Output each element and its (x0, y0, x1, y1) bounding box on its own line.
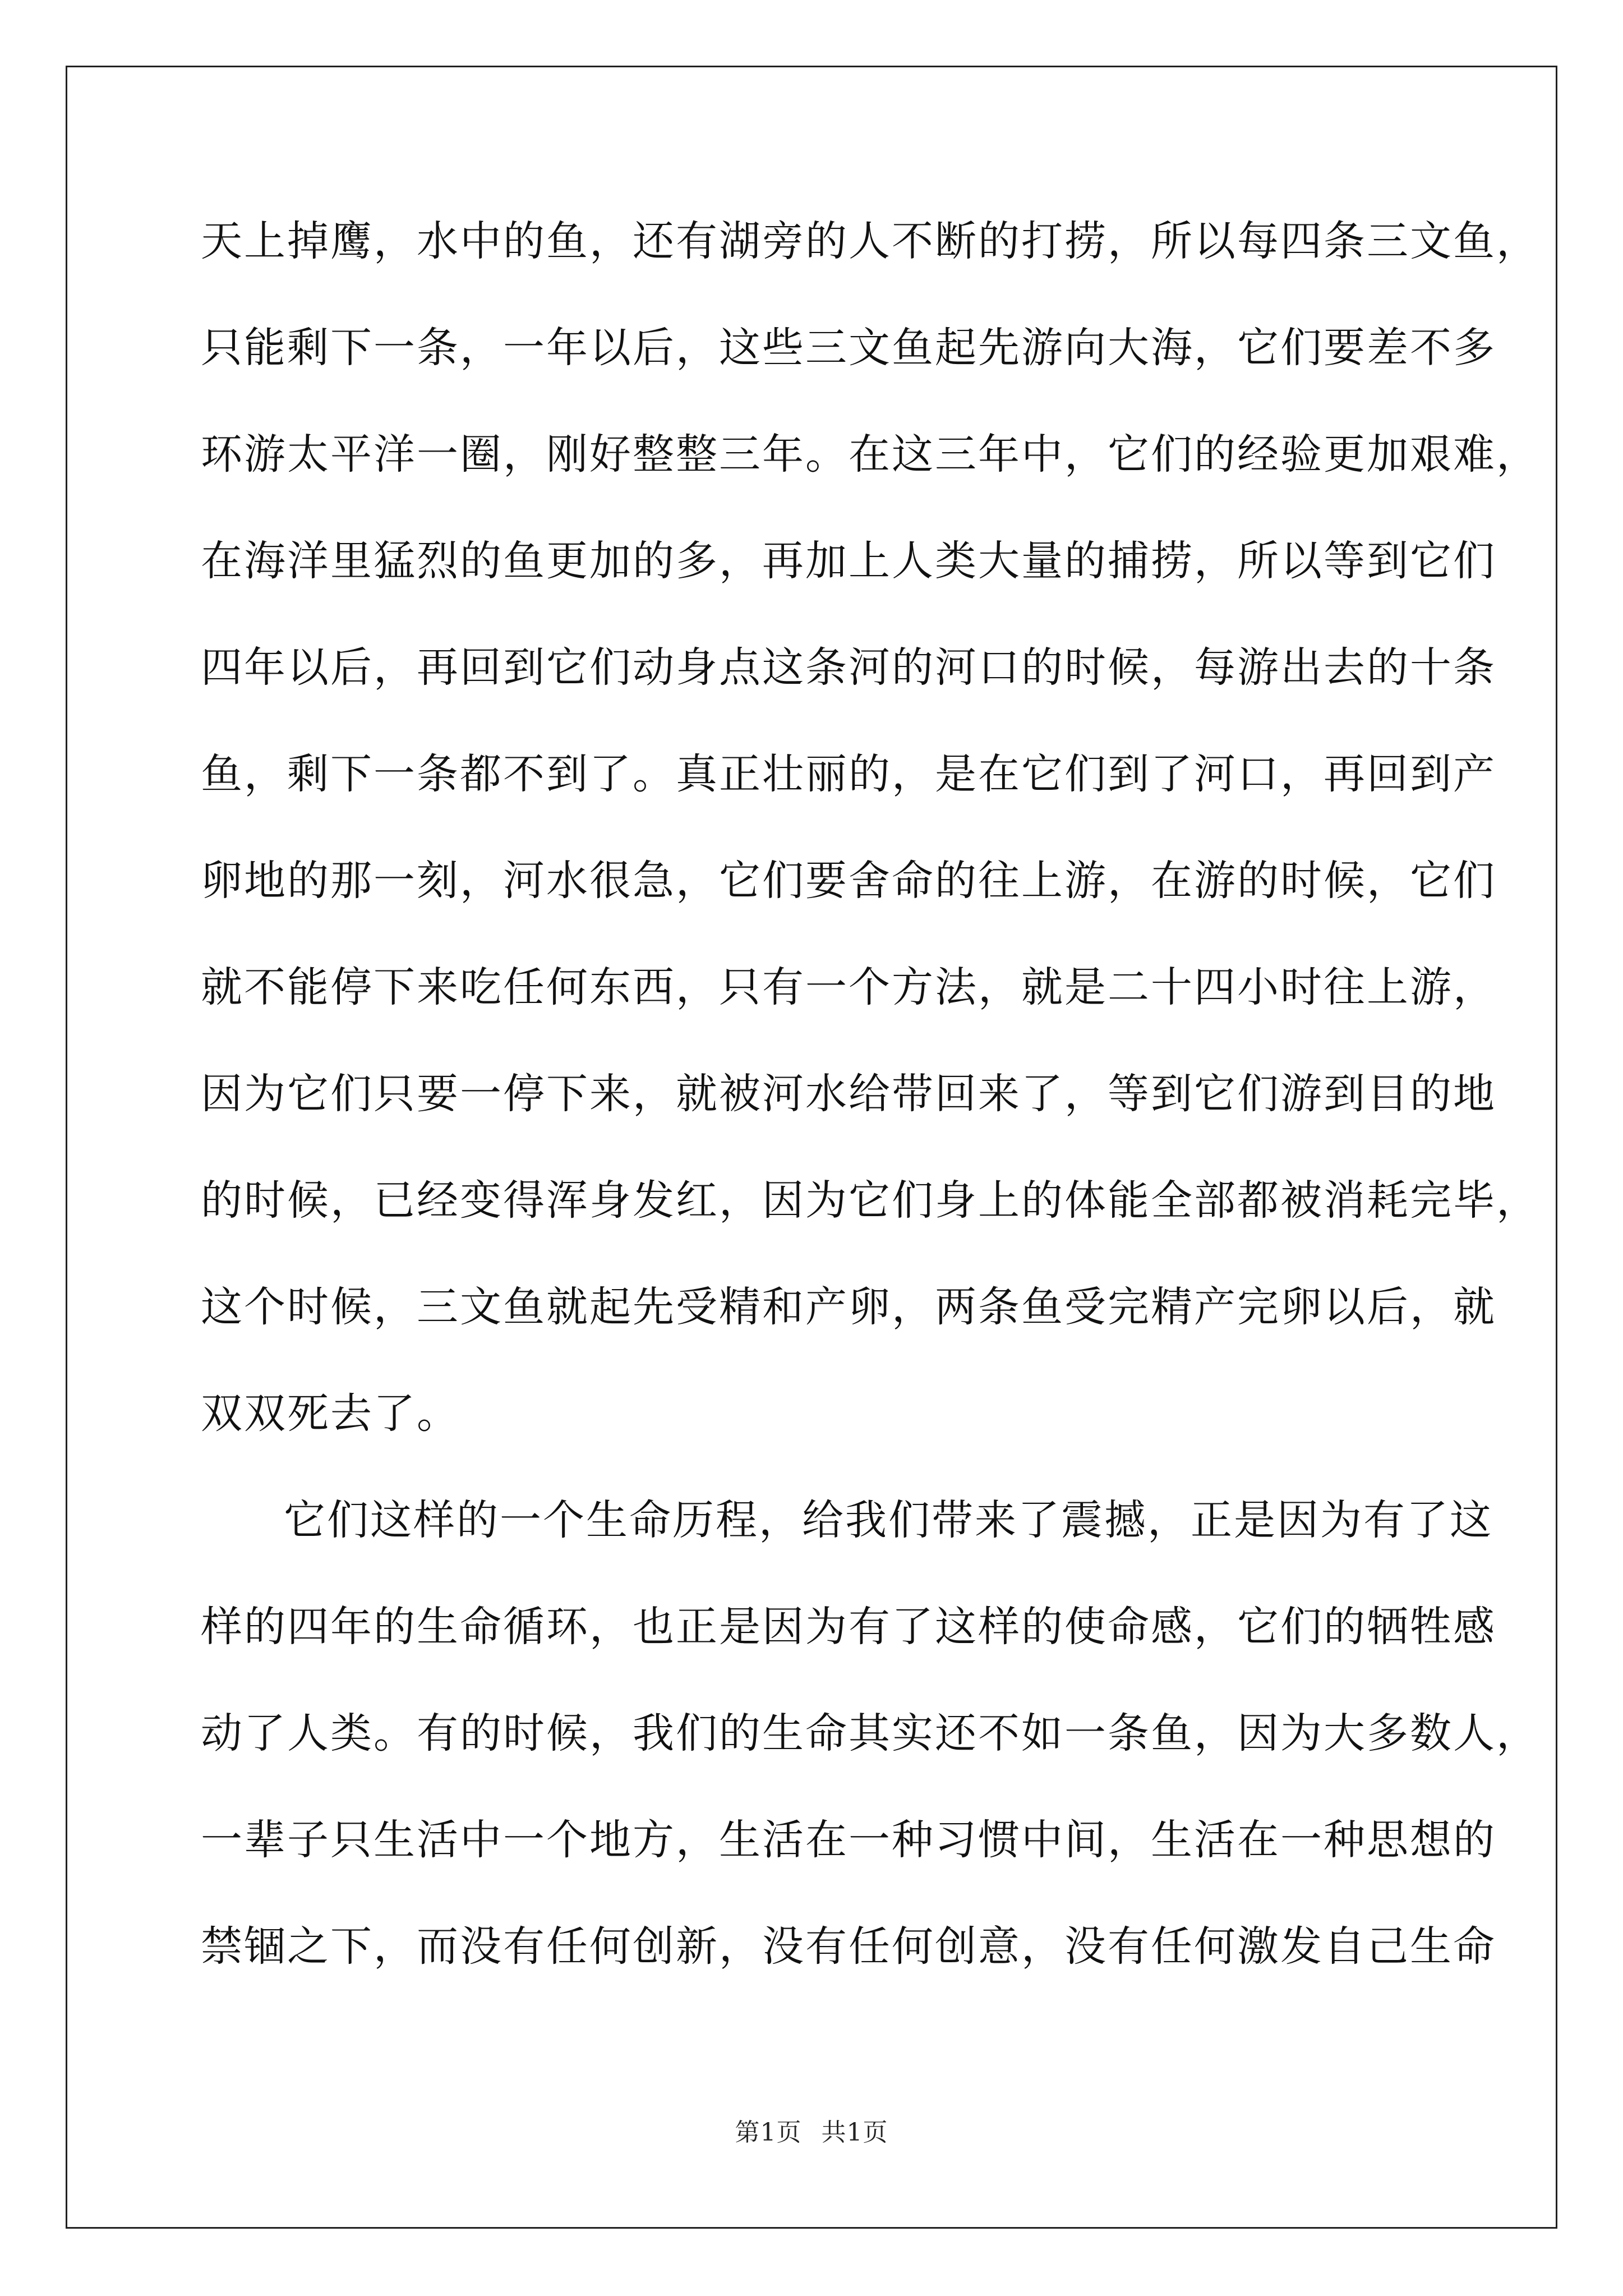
text-line: 环游太平洋一圈，刚好整整三年。在这三年中，它们的经验更加艰难， (201, 430, 1539, 478)
text-line: 天上掉鹰，水中的鱼，还有湖旁的人不断的打捞，所以每四条三文鱼， (201, 217, 1539, 265)
total-pages-label: 共1页 (821, 2118, 888, 2147)
text-line: 禁锢之下，而没有任何创新，没有任何创意，没有任何激发自己生命 (201, 1922, 1496, 1971)
page-footer (0, 2112, 1623, 2148)
text-line: 动了人类。有的时候，我们的生命其实还不如一条鱼，因为大多数人， (201, 1709, 1539, 1757)
current-page-label: 第1页 (735, 2118, 802, 2147)
text-line: 卵地的那一刻，河水很急，它们要舍命的往上游，在游的时候，它们 (201, 857, 1496, 905)
text-line: 双双死去了。 (201, 1389, 460, 1438)
text-line: 因为它们只要一停下来，就被河水给带回来了，等到它们游到目的地 (201, 1070, 1496, 1118)
text-line: 它们这样的一个生命历程，给我们带来了震撼，正是因为有了这 (284, 1496, 1493, 1544)
document-body (201, 188, 1539, 2000)
text-line: 这个时候，三文鱼就起先受精和产卵，两条鱼受完精产完卵以后，就 (201, 1283, 1496, 1331)
paragraph-1 (201, 188, 1539, 1467)
paragraph-2 (201, 1467, 1539, 2000)
text-line: 鱼，剩下一条都不到了。真正壮丽的，是在它们到了河口，再回到产 (201, 750, 1496, 798)
text-line: 一辈子只生活中一个地方，生活在一种习惯中间，生活在一种思想的 (201, 1816, 1496, 1864)
text-line: 样的四年的生命循环，也正是因为有了这样的使命感，它们的牺牲感 (201, 1603, 1496, 1651)
text-line: 四年以后，再回到它们动身点这条河的河口的时候，每游出去的十条 (201, 643, 1496, 692)
text-line: 在海洋里猛烈的鱼更加的多，再加上人类大量的捕捞，所以等到它们 (201, 537, 1496, 585)
text-line: 只能剩下一条，一年以后，这些三文鱼起先游向大海，它们要差不多 (201, 324, 1496, 372)
text-line: 的时候，已经变得浑身发红，因为它们身上的体能全部都被消耗完毕， (201, 1176, 1539, 1225)
text-line: 就不能停下来吃任何东西，只有一个方法，就是二十四小时往上游， (201, 963, 1496, 1011)
